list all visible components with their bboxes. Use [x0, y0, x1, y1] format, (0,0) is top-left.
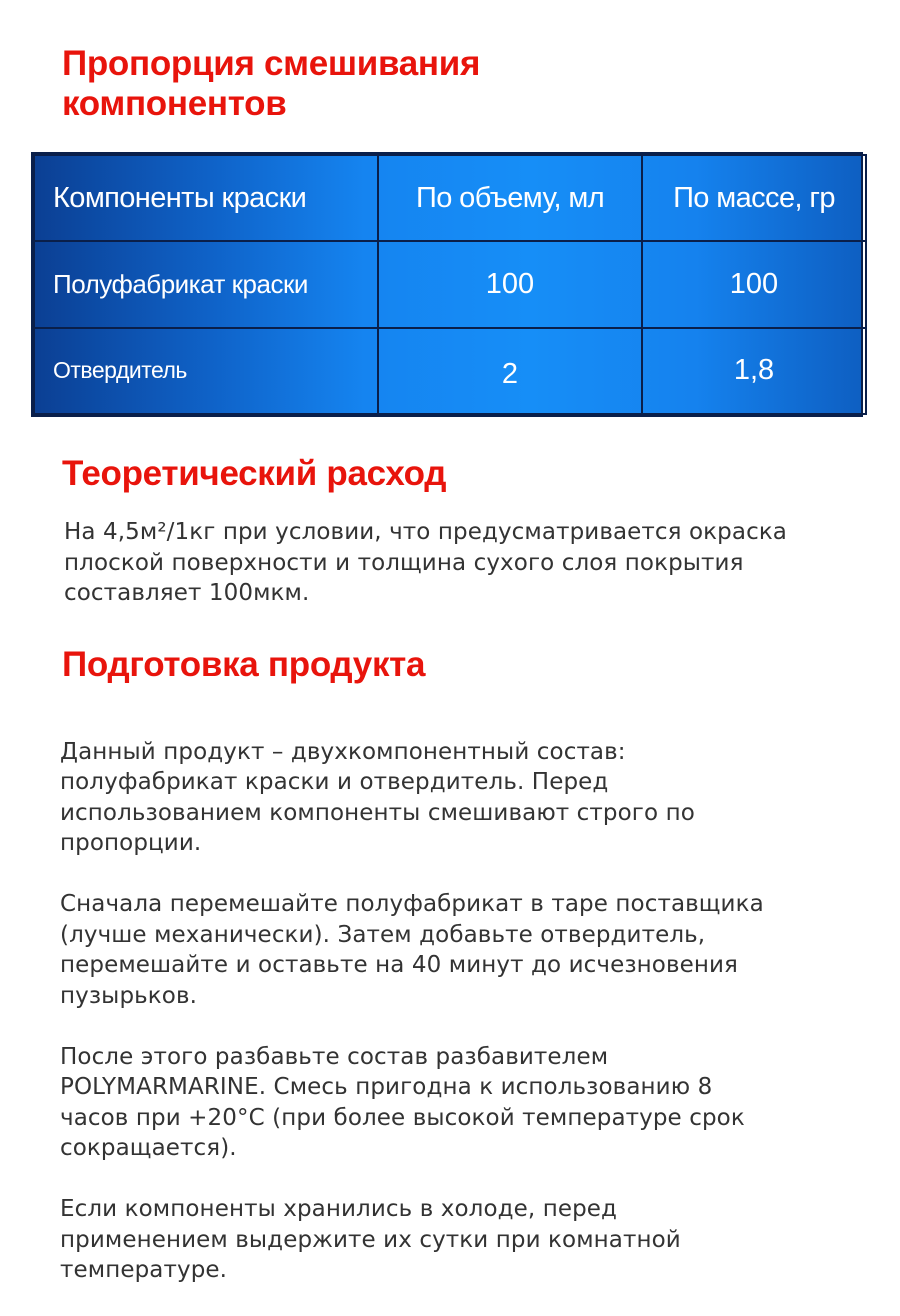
mix-proportion-table: [31, 152, 863, 417]
row-name-semi-product: Полуфабрикат краски: [34, 241, 378, 327]
row-mass-semi-product: 100: [642, 241, 866, 327]
table-header-row: [34, 155, 866, 241]
prep-paragraph: Если компоненты хранились в холоде, перед применением выдержите их сутки при комнатной температуре.: [60, 1196, 681, 1283]
row-mass-hardener: 1,8: [642, 328, 866, 414]
mix-table-grid: [33, 154, 867, 415]
header-components: Компоненты краски: [34, 155, 378, 241]
section-title-mix-proportion: Пропорция смешивания компонентов: [62, 44, 481, 123]
table-row: [34, 328, 866, 414]
row-volume-semi-product: 100: [378, 241, 642, 327]
header-by-mass: По массе, гр: [642, 155, 866, 241]
prep-paragraph: Данный продукт – двухкомпонентный состав: полуфабрикат краски и отвердитель. Перед использованием компоненты смешивают строго по пропорции.: [60, 738, 695, 856]
prep-paragraph: После этого разбавьте состав разбавителем POLYMARMARINE. Смесь пригодна к использованию 8 часов при +20°C (при более высокой температуре срок сокращается).: [60, 1043, 745, 1161]
row-name-hardener: Отвердитель: [34, 328, 378, 414]
consumption-text: На 4,5м²/1кг при условии, что предусматривается окраска плоской поверхности и толщина сухого слоя покрытия составляет 100мкм.: [64, 519, 788, 606]
section-title-consumption: Теоретический расход: [62, 454, 447, 493]
header-by-volume: По объему, мл: [378, 155, 642, 241]
row-volume-hardener: 2: [378, 328, 642, 414]
preparation-text: [60, 706, 860, 1316]
table-row: [34, 241, 866, 327]
section-title-preparation: Подготовка продукта: [62, 645, 426, 684]
prep-paragraph: Сначала перемешайте полуфабрикат в таре поставщика (лучше механически). Затем добавьте отвердитель, перемешайте и оставьте на 40 минут до исчезновения пузырьков.: [60, 891, 764, 1009]
